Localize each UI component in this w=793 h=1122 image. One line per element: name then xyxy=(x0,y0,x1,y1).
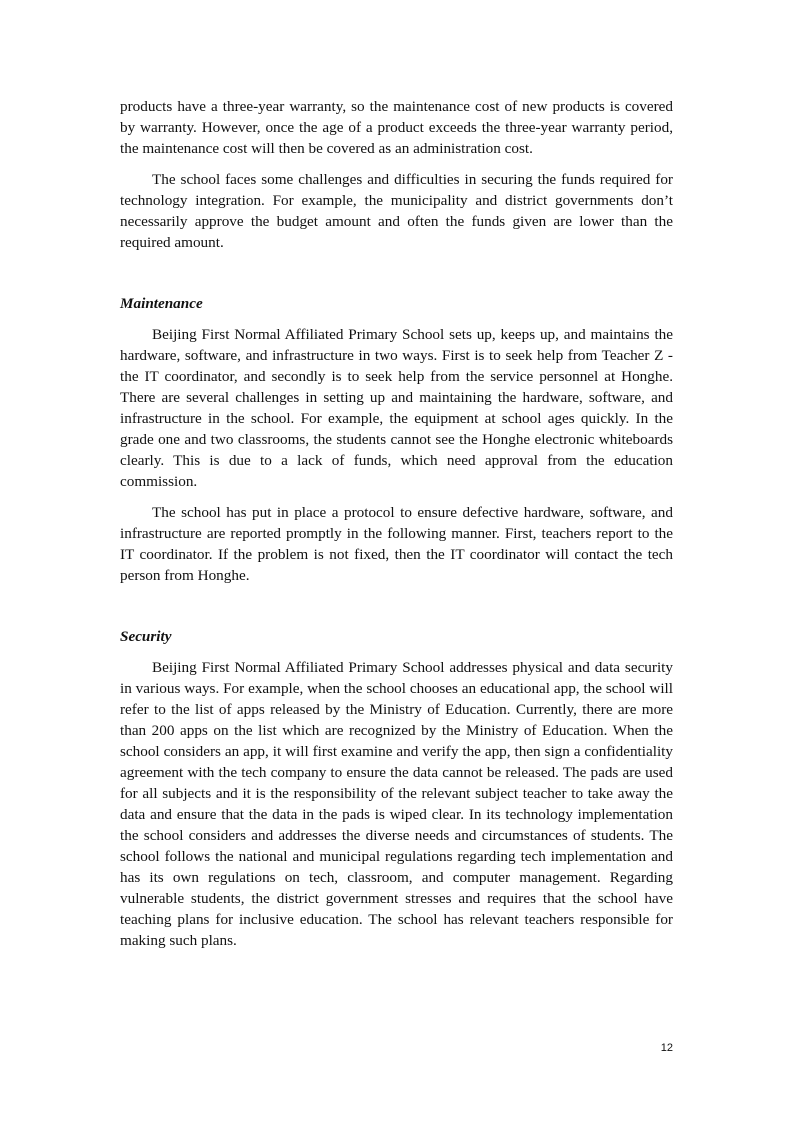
body-paragraph: Beijing First Normal Affiliated Primary School addresses physical and data security in various ways. For example, when the school chooses an educational app, the school will refer to the list of apps released by the Ministry of Education. Currently, there are more than 200 apps on the list which are recognized by the Ministry of Education. When the school considers an app, it will first examine and verify the app, then sign a confidentiality agreement with the tech company to ensure the data cannot be released. The pads are used for all subjects and it is the responsibility of the relevant subject teacher to take away the data and ensure that the data in the pads is wiped clear. In its technology implementation the school considers and addresses the diverse needs and circumstances of students. The school follows the national and municipal regulations regarding tech implementation and has its own regulations on tech, classroom, and computer management. Regarding vulnerable students, the district government stresses and requires that the school have teaching plans for inclusive education. The school has relevant teachers responsible for making such plans. xyxy=(120,659,673,949)
section-heading-maintenance: Maintenance xyxy=(120,295,203,312)
body-paragraph: Beijing First Normal Affiliated Primary School sets up, keeps up, and maintains the hardware, software, and infrastructure in two ways. First is to seek help from Teacher Z - the IT coordinator, and secondly is to seek help from the service personnel at Honghe. There are several challenges in setting up and maintaining the hardware, software, and infrastructure in the school. For example, the equipment at school ages quickly. In the grade one and two classrooms, the students cannot see the Honghe electronic whiteboards clearly. This is due to a lack of funds, which need approval from the education commission. xyxy=(120,326,673,490)
page-body xyxy=(120,96,673,951)
page-number: 12 xyxy=(660,1042,673,1054)
body-paragraph: products have a three-year warranty, so the maintenance cost of new products is covered by warranty. However, once the age of a product exceeds the three-year warranty period, the maintenance cost will then be covered as an administration cost. xyxy=(120,98,673,157)
body-paragraph: The school faces some challenges and difficulties in securing the funds required for technology integration. For example, the municipality and district governments don’t necessarily approve the budget amount and often the funds given are lower than the required amount. xyxy=(120,171,673,251)
section-heading-security: Security xyxy=(120,628,172,645)
body-paragraph: The school has put in place a protocol to ensure defective hardware, software, and infrastructure are reported promptly in the following manner. First, teachers report to the IT coordinator. If the problem is not fixed, then the IT coordinator will contact the tech person from Honghe. xyxy=(120,504,673,584)
